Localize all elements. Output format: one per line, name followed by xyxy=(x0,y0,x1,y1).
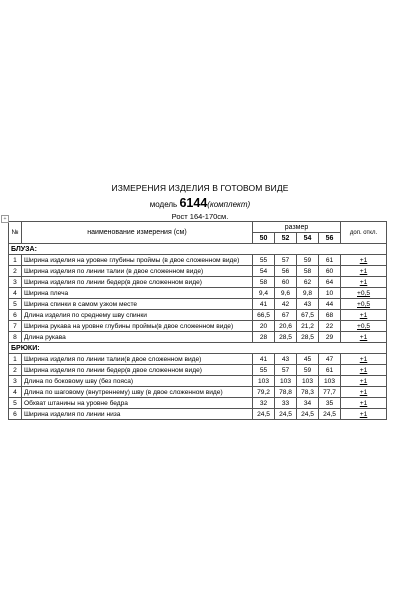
row-number: 5 xyxy=(9,299,22,310)
measurement-value: 60 xyxy=(275,277,297,288)
measurement-value: 32 xyxy=(253,398,275,409)
measurement-value: 56 xyxy=(275,266,297,277)
measurement-value: 20,6 xyxy=(275,321,297,332)
table-row xyxy=(9,398,387,409)
model-suffix: (комплект) xyxy=(207,200,251,209)
measurement-value: 45 xyxy=(297,354,319,365)
measurement-value: 41 xyxy=(253,354,275,365)
table-row xyxy=(9,299,387,310)
measurement-name: Ширина изделия по линии низа xyxy=(22,409,253,420)
measurement-value: 43 xyxy=(297,299,319,310)
measurement-name: Ширина спинки в самом узком месте xyxy=(22,299,253,310)
tolerance-value: +1 xyxy=(341,255,387,266)
measurement-table-body xyxy=(9,222,387,420)
column-header-size: размер xyxy=(253,222,341,233)
measurement-value: 67,5 xyxy=(297,310,319,321)
size-cell: 54 xyxy=(297,233,319,244)
measurement-value: 67 xyxy=(275,310,297,321)
size-cell: 52 xyxy=(275,233,297,244)
model-prefix: модель xyxy=(149,200,178,209)
measurement-value: 54 xyxy=(253,266,275,277)
measurement-name: Ширина плеча xyxy=(22,288,253,299)
table-row xyxy=(9,387,387,398)
model-number: 6144 xyxy=(179,196,208,210)
measurement-value: 55 xyxy=(253,365,275,376)
measurement-value: 34 xyxy=(297,398,319,409)
measurement-value: 58 xyxy=(253,277,275,288)
row-number: 1 xyxy=(9,255,22,266)
table-move-handle-icon[interactable]: + xyxy=(1,215,9,223)
measurement-value: 103 xyxy=(253,376,275,387)
measurement-name: Обхват штанины на уровне бедра xyxy=(22,398,253,409)
table-row xyxy=(9,288,387,299)
measurement-value: 9,4 xyxy=(253,288,275,299)
measurement-value: 57 xyxy=(275,255,297,266)
document-header xyxy=(0,183,400,222)
table-row xyxy=(9,255,387,266)
table-row xyxy=(9,321,387,332)
pants-section-title: БРЮКИ: xyxy=(9,343,387,354)
blouse-section-title-row xyxy=(9,244,387,255)
measurement-value: 9,6 xyxy=(275,288,297,299)
tolerance-value: +1 xyxy=(341,387,387,398)
row-number: 4 xyxy=(9,288,22,299)
measurement-value: 61 xyxy=(319,365,341,376)
measurement-value: 21,2 xyxy=(297,321,319,332)
tolerance-value: +0,5 xyxy=(341,288,387,299)
column-header-name: наименование измерения (см) xyxy=(22,222,253,244)
row-number: 3 xyxy=(9,376,22,387)
measurement-name: Ширина изделия по линии талии (в двое сложенном виде) xyxy=(22,266,253,277)
measurement-value: 55 xyxy=(253,255,275,266)
measurement-value: 60 xyxy=(319,266,341,277)
measurement-value: 78,3 xyxy=(297,387,319,398)
measurement-value: 28 xyxy=(253,332,275,343)
tolerance-value: +1 xyxy=(341,376,387,387)
measurement-value: 35 xyxy=(319,398,341,409)
table-row xyxy=(9,376,387,387)
measurement-name: Длина по шаговому (внутреннему) шву (в двое сложенном виде) xyxy=(22,387,253,398)
tolerance-value: +1 xyxy=(341,332,387,343)
tolerance-value: +0,5 xyxy=(341,299,387,310)
measurement-value: 10 xyxy=(319,288,341,299)
measurement-value: 24,5 xyxy=(319,409,341,420)
measurement-value: 9,8 xyxy=(297,288,319,299)
tolerance-value: +1 xyxy=(341,354,387,365)
row-number: 4 xyxy=(9,387,22,398)
measurement-value: 24,5 xyxy=(253,409,275,420)
table-row xyxy=(9,354,387,365)
measurement-value: 57 xyxy=(275,365,297,376)
measurement-name: Ширина изделия на уровне глубины проймы (в двое сложенном виде) xyxy=(22,255,253,266)
measurement-name: Длина рукава xyxy=(22,332,253,343)
tolerance-value: +1 xyxy=(341,266,387,277)
height-range: Рост 164-170см. xyxy=(171,212,229,221)
measurement-value: 43 xyxy=(275,354,297,365)
measurement-value: 47 xyxy=(319,354,341,365)
table-row xyxy=(9,266,387,277)
measurement-value: 62 xyxy=(297,277,319,288)
tolerance-value: +1 xyxy=(341,409,387,420)
measurement-value: 64 xyxy=(319,277,341,288)
row-number: 5 xyxy=(9,398,22,409)
measurement-value: 61 xyxy=(319,255,341,266)
row-number: 1 xyxy=(9,354,22,365)
measurement-name: Длина по боковому шву (без пояса) xyxy=(22,376,253,387)
row-number: 6 xyxy=(9,409,22,420)
tolerance-value: +1 xyxy=(341,277,387,288)
table-row xyxy=(9,310,387,321)
measurement-value: 59 xyxy=(297,255,319,266)
measurement-value: 41 xyxy=(253,299,275,310)
measurement-name: Длина изделия по среднему шву спинки xyxy=(22,310,253,321)
column-header-tolerance: доп. откл. xyxy=(341,222,387,244)
measurement-value: 103 xyxy=(297,376,319,387)
blouse-section-title: БЛУЗА: xyxy=(9,244,387,255)
measurement-value: 33 xyxy=(275,398,297,409)
measurement-value: 22 xyxy=(319,321,341,332)
measurement-value: 28,5 xyxy=(275,332,297,343)
tolerance-value: +0,5 xyxy=(341,321,387,332)
row-number: 2 xyxy=(9,365,22,376)
row-number: 8 xyxy=(9,332,22,343)
model-line xyxy=(0,196,400,212)
measurement-value: 29 xyxy=(319,332,341,343)
measurement-value: 42 xyxy=(275,299,297,310)
row-number: 3 xyxy=(9,277,22,288)
tolerance-value: +1 xyxy=(341,310,387,321)
size-cell: 56 xyxy=(319,233,341,244)
document-title: ИЗМЕРЕНИЯ ИЗДЕЛИЯ В ГОТОВОМ ВИДЕ xyxy=(111,183,289,193)
measurement-value: 44 xyxy=(319,299,341,310)
measurement-value: 59 xyxy=(297,365,319,376)
measurement-value: 68 xyxy=(319,310,341,321)
measurement-value: 103 xyxy=(319,376,341,387)
measurement-value: 58 xyxy=(297,266,319,277)
measurement-name: Ширина изделия по линии бедер(в двое сложенном виде) xyxy=(22,365,253,376)
measurement-name: Ширина рукава на уровне глубины проймы(в двое сложенном виде) xyxy=(22,321,253,332)
measurement-value: 77,7 xyxy=(319,387,341,398)
table-row xyxy=(9,409,387,420)
row-number: 6 xyxy=(9,310,22,321)
pants-section-title-row xyxy=(9,343,387,354)
measurement-value: 103 xyxy=(275,376,297,387)
tolerance-value: +1 xyxy=(341,398,387,409)
measurement-name: Ширина изделия по линии талии(в двое сложенном виде) xyxy=(22,354,253,365)
measurement-value: 66,5 xyxy=(253,310,275,321)
row-number: 2 xyxy=(9,266,22,277)
table-row xyxy=(9,365,387,376)
measurement-name: Ширина изделия по линии бедер(в двое сложенном виде) xyxy=(22,277,253,288)
size-cell: 50 xyxy=(253,233,275,244)
column-header-number: № xyxy=(9,222,22,244)
table-row xyxy=(9,277,387,288)
measurement-value: 24,5 xyxy=(275,409,297,420)
measurement-value: 24,5 xyxy=(297,409,319,420)
measurement-value: 79,2 xyxy=(253,387,275,398)
tolerance-value: +1 xyxy=(341,365,387,376)
measurement-value: 28,5 xyxy=(297,332,319,343)
measurement-value: 78,8 xyxy=(275,387,297,398)
row-number: 7 xyxy=(9,321,22,332)
measurement-table xyxy=(8,221,387,420)
table-header-row xyxy=(9,222,387,233)
measurement-value: 20 xyxy=(253,321,275,332)
table-row xyxy=(9,332,387,343)
